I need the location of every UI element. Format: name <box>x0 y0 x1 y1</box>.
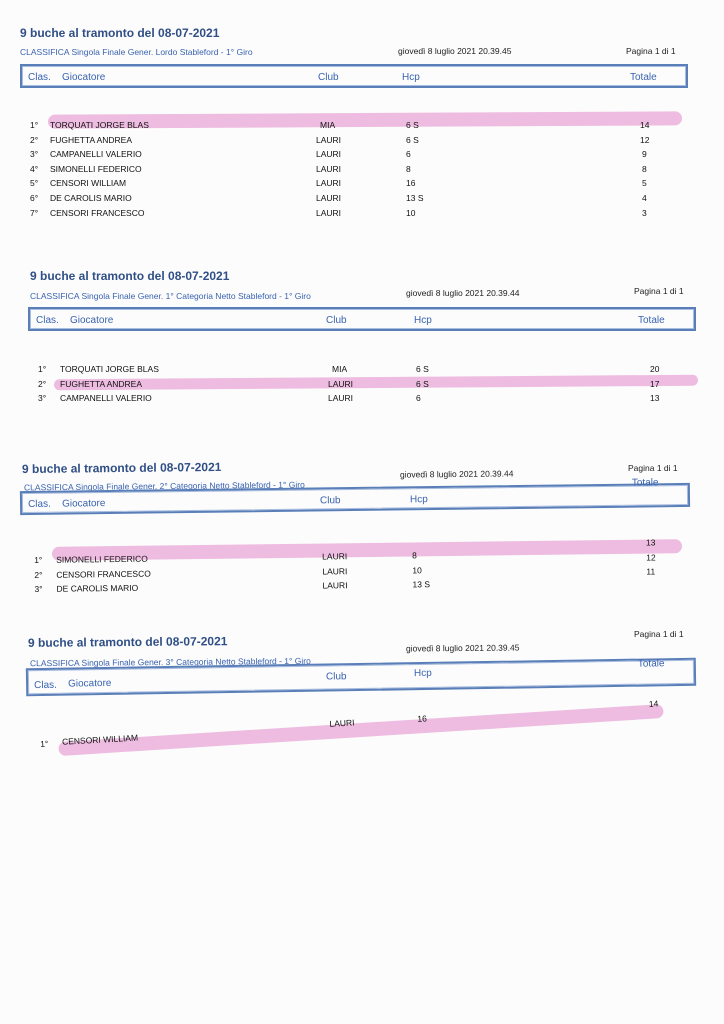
row-player: FUGHETTA ANDREA <box>50 134 133 145</box>
row-player: CAMPANELLI VALERIO <box>60 393 152 403</box>
row-player: TORQUATI JORGE BLAS <box>60 364 159 374</box>
sheet-title: 9 buche al tramonto del 08-07-2021 <box>30 269 230 283</box>
sheet-timestamp: giovedì 8 luglio 2021 20.39.45 <box>398 46 512 56</box>
row-hcp: 10 <box>406 207 416 218</box>
sheet-classification: CLASSIFICA Singola Finale Gener. 2° Categoria Netto Stableford - 1° Giro <box>23 479 305 493</box>
row-position: 2° <box>30 134 39 145</box>
page-number: Pagina 1 di 1 <box>634 286 684 296</box>
col-clas: Clas. <box>36 315 59 326</box>
row-position: 1° <box>34 554 43 566</box>
row-hcp: 6 <box>416 393 421 403</box>
row-hcp: 6 <box>406 149 411 160</box>
sheet-classification: CLASSIFICA Singola Finale Gener. 3° Categoria Netto Stableford - 1° Giro <box>29 655 311 669</box>
row-player: DE CAROLIS MARIO <box>56 582 139 594</box>
page-number: Pagina 1 di 1 <box>628 463 678 473</box>
row-total: 20 <box>650 364 660 374</box>
col-clas: Clas. <box>28 72 51 83</box>
row-hcp: 6 S <box>406 120 419 130</box>
row-club: LAURI <box>316 178 342 189</box>
row-player: CENSORI WILLIAM <box>50 178 127 189</box>
col-hcp: Hcp <box>413 667 432 680</box>
row-club: LAURI <box>316 163 342 174</box>
row-position: 3° <box>38 393 47 403</box>
sheet-title: 9 buche al tramonto del 08-07-2021 <box>27 634 228 650</box>
row-club: LAURI <box>322 551 348 562</box>
row-total: 12 <box>640 134 650 145</box>
sheet-classification: CLASSIFICA Singola Finale Gener. 1° Categoria Netto Stableford - 1° Giro <box>30 291 311 301</box>
row-position: 4° <box>30 163 39 174</box>
col-totale: Totale <box>630 72 657 83</box>
row-hcp: 16 <box>406 178 416 189</box>
row-hcp: 8 <box>412 550 417 561</box>
col-giocatore: Giocatore <box>62 72 106 83</box>
row-total: 3 <box>642 207 647 218</box>
row-player: DE CAROLIS MARIO <box>50 193 132 203</box>
row-position: 1° <box>38 364 47 374</box>
sheet-timestamp: giovedì 8 luglio 2021 20.39.44 <box>399 468 514 480</box>
row-hcp: 16 <box>417 713 428 724</box>
sheet-title: 9 buche al tramonto del 08-07-2021 <box>21 459 222 477</box>
row-position: 1° <box>39 738 49 749</box>
row-total: 14 <box>640 120 650 130</box>
row-hcp: 13 S <box>412 579 431 590</box>
row-player: SIMONELLI FEDERICO <box>56 553 148 565</box>
col-giocatore: Giocatore <box>61 498 106 510</box>
row-player: TORQUATI JORGE BLAS <box>50 120 149 130</box>
results-sheet-cat1 <box>0 243 724 436</box>
row-hcp: 6 S <box>416 364 429 374</box>
row-club: LAURI <box>328 378 354 389</box>
row-hcp: 8 <box>406 163 411 174</box>
col-clas: Clas. <box>34 679 57 692</box>
col-totale: Totale <box>631 477 659 489</box>
row-player: SIMONELLI FEDERICO <box>50 163 142 174</box>
row-total: 13 <box>645 537 656 548</box>
page-number: Pagina 1 di 1 <box>626 46 676 56</box>
col-totale: Totale <box>638 315 665 326</box>
row-club: LAURI <box>316 207 342 218</box>
row-club: LAURI <box>329 717 355 729</box>
row-hcp: 13 S <box>406 193 424 203</box>
row-total: 12 <box>646 551 656 563</box>
row-player: CENSORI WILLIAM <box>61 732 139 747</box>
col-club: Club <box>318 72 339 83</box>
row-club: MIA <box>320 120 336 130</box>
sheet-timestamp: giovedì 8 luglio 2021 20.39.45 <box>405 642 520 654</box>
sheet-timestamp: giovedì 8 luglio 2021 20.39.44 <box>406 288 520 298</box>
row-position: 2° <box>38 378 47 389</box>
sheet-classification: CLASSIFICA Singola Finale Gener. Lordo Stableford - 1° Giro <box>20 47 253 57</box>
row-total: 17 <box>650 378 660 389</box>
row-position: 3° <box>34 583 43 595</box>
row-position: 3° <box>30 149 39 160</box>
row-total: 8 <box>642 163 647 174</box>
row-hcp: 6 S <box>416 378 429 389</box>
col-club: Club <box>326 315 347 326</box>
row-position: 6° <box>30 193 39 203</box>
table-header <box>20 64 688 88</box>
row-club: LAURI <box>316 134 342 145</box>
row-hcp: 10 <box>412 564 422 575</box>
col-hcp: Hcp <box>414 315 432 326</box>
row-position: 7° <box>30 207 39 218</box>
row-total: 9 <box>642 149 647 160</box>
results-sheet-lordo <box>0 0 724 244</box>
row-position: 5° <box>30 178 39 189</box>
col-totale: Totale <box>637 658 665 670</box>
row-club: LAURI <box>322 565 348 576</box>
row-club: LAURI <box>328 393 354 403</box>
results-sheet-cat2 <box>0 435 724 616</box>
row-club: LAURI <box>316 193 342 203</box>
results-sheet-cat3 <box>0 615 724 1024</box>
col-club: Club <box>319 495 341 507</box>
row-club: LAURI <box>322 580 348 591</box>
page-number: Pagina 1 di 1 <box>634 629 684 639</box>
row-position: 2° <box>34 569 43 580</box>
row-position: 1° <box>30 120 39 130</box>
row-total: 4 <box>642 193 647 203</box>
col-club: Club <box>325 671 347 683</box>
sheet-title: 9 buche al tramonto del 08-07-2021 <box>20 26 220 40</box>
row-player: CENSORI FRANCESCO <box>56 568 151 580</box>
col-clas: Clas. <box>27 498 51 510</box>
row-hcp: 6 S <box>406 134 419 145</box>
row-total: 5 <box>642 178 647 189</box>
row-player: FUGHETTA ANDREA <box>60 378 143 389</box>
row-player: CAMPANELLI VALERIO <box>50 149 142 160</box>
col-hcp: Hcp <box>402 72 420 83</box>
row-club: LAURI <box>316 149 342 160</box>
table-header <box>28 307 696 331</box>
row-total: 11 <box>646 566 656 577</box>
col-giocatore: Giocatore <box>70 315 114 326</box>
col-hcp: Hcp <box>409 494 428 506</box>
row-total: 14 <box>648 698 659 709</box>
row-player: CENSORI FRANCESCO <box>50 207 145 218</box>
col-giocatore: Giocatore <box>67 677 112 690</box>
row-club: MIA <box>332 364 348 374</box>
row-total: 13 <box>650 393 660 403</box>
highlight-marker <box>54 375 698 390</box>
